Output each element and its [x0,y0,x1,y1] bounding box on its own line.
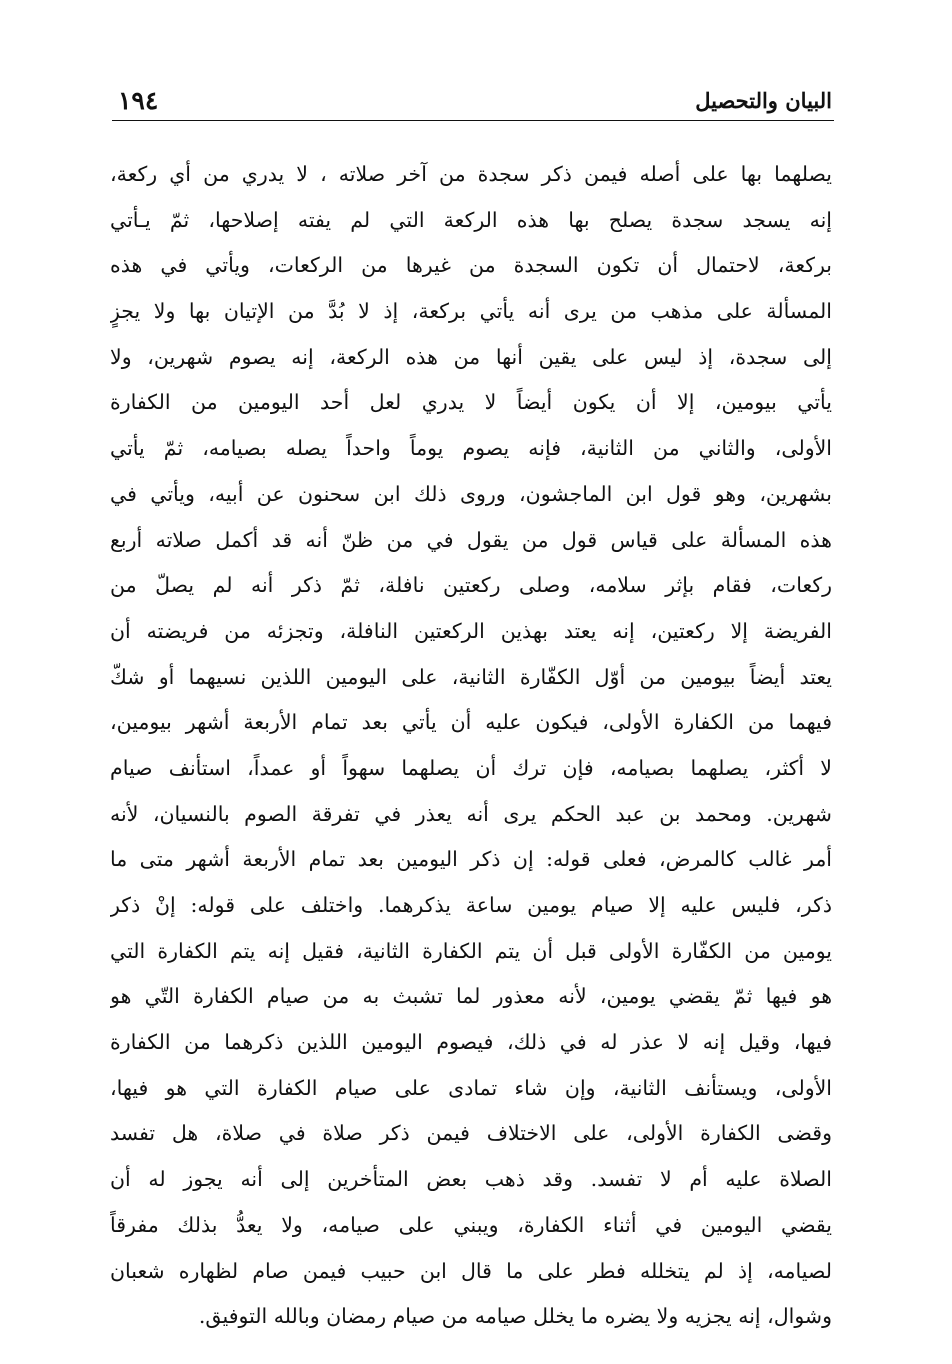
text-line: يأتي بيومين، إلا أن يكون أيضاً لا يدري لعل أحد اليومين من الكفارة [110,390,832,415]
text-line: المسألة على مذهب من يرى أنه يأتي بركعة، إذ لا بُدَّ من الإتيان بها ولا يجزٍ [110,299,832,324]
text-line: هو فيها ثمّ يقضي يومين، لأنه معذور لما تشبث به من صيام الكفارة التّي هو [110,984,832,1009]
body-text [110,152,832,1340]
text-line: الأولى، ويستأنف الثانية، وإن شاء تمادى على صيام الكفارة التي هو فيها، [110,1075,832,1100]
text-line: فيهما من الكفارة الأولى، فيكون عليه أن يأتي بعد تمام الأربعة أشهر بيومين، [110,710,832,735]
text-line: يصلهما بها على أصله فيمن ذكر سجدة من آخر صلاته ، لا يدري من أي ركعة، [110,162,832,186]
text-line: إنه يسجد سجدة يصلح بها هذه الركعة التي لم يفته إصلاحها، ثمّ يـأتي [110,207,832,232]
text-line: هذه المسألة على قياس قول من يقول في من ظنّ أنه قد أكمل صلاته أربع [110,527,832,552]
header-rule [112,120,834,121]
text-line: لصيامه، إذ لم يتخلله فطر على ما قال ابن حبيب فيمن صام لظهاره شعبان [110,1258,832,1283]
text-line: لا أكثر، يصلهما بصيامه، فإن ترك أن يصلهما سهواً أو عمداً، استأنف صيام [110,755,832,780]
text-line: وشوال، إنه يجزيه ولا يضره ما يخلل صيامه من صيام رمضان وبالله التوفيق. [198,1304,832,1329]
text-line: بشهرين، وهو قول ابن الماجشون، وروى ذلك ابن سحنون عن أبيه، ويأتي في [110,481,832,506]
page-header [118,84,832,116]
text-line: ذكر، فليس عليه إلا صيام يومين ساعة يذكرهما. واختلف على قوله: إنْ ذكر [110,893,832,917]
text-line: يقضي اليومين في أثناء الكفارة، ويبني على صيامه، ولا يعدُّ بذلك مفرقاً [110,1212,832,1237]
text-line: الفريضة إلا ركعتين، إنه يعتد بهذين الركعتين النافلة، وتجزئه من فريضته أن [110,618,832,643]
text-line: وقضى الكفارة الأولى، على الاختلاف فيمن ذكر صلاة في صلاة، هل تفسد [110,1121,832,1146]
text-line: إلى سجدة، إذ ليس على يقين أنها من هذه الركعة، إنه يصوم شهرين، ولا [110,344,832,369]
text-line: أمر غالب كالمرض، فعلى قوله: إن ذكر اليومين بعد تمام الأربعة أشهر متى ما [110,847,832,872]
running-title: البيان والتحصيل [695,87,832,113]
text-line: شهرين. ومحمد بن عبد الحكم يرى أنه يعذر في تفرقة الصوم بالنسيان، لأنه [110,801,832,826]
text-line: بركعة، لاحتمال أن تكون السجدة من غيرها من الركعات، ويأتي في هذه [110,253,832,278]
text-line: يومين من الكفّارة الأولى قبل أن يتم الكفارة الثانية، فقيل إنه يتم الكفارة التي [110,938,832,963]
text-line: الصلاة عليه أم لا تفسد. وقد ذهب بعض المتأخرين إلى أنه يجوز له أن [110,1167,832,1192]
text-line: ركعات، فقام بإثر سلامه، وصلى ركعتين نافلة، ثمّ ذكر أنه لم يصلّ من [110,573,832,598]
text-line: فيها، وقيل إنه لا عذر له في ذلك، فيصوم اليومين اللذين ذكرهما من الكفارة [110,1030,832,1055]
text-line: يعتد أيضاً بيومين من أوّل الكفّارة الثانية، على اليومين اللذين نسيهما أو شكّ [110,664,832,689]
text-line: الأولى، والثاني من الثانية، فإنه يصوم يوماً واحداً يصله بصيامه، ثمّ يأتي [110,436,832,461]
page-number: ١٩٤ [118,85,159,115]
